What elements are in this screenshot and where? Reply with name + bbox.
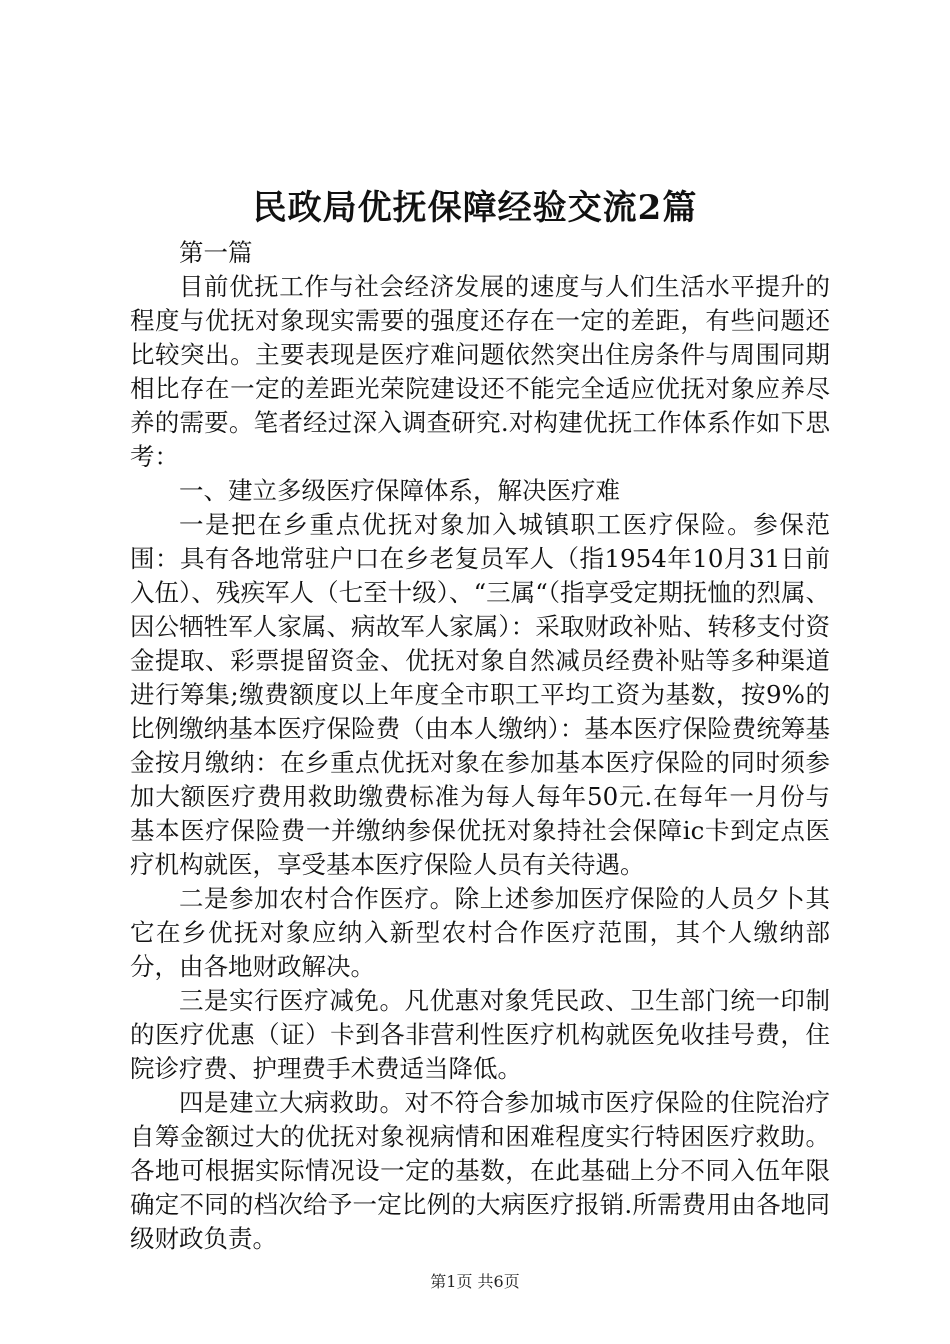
page-footer: 第1页 共6页 — [430, 1272, 520, 1291]
body-paragraph: 目前优抚工作与社会经济发展的速度与人们生活水平提升的程度与优抚对象现实需要的强度还存在一定的差距，有些问题还比较突出。主要表现是医疗难问题依然突出住房条件与周围同期相比存在一定的差距光荣院建设还不能完全适应优抚对象应养尽养的需要。笔者经过深入调查研究.对构建优抚工作体系作如下思考： — [130, 272, 830, 471]
body-paragraph: 四是建立大病救助。对不符合参加城市医疗保险的住院治疗自筹金额过大的优抚对象视病情和困难程度实行特困医疗救助。各地可根据实际情况设一定的基数，在此基础上分不同入伍年限确定不同的档次给予一定比例的大病医疗报销.所需费用由各地同级财政负责。 — [130, 1088, 830, 1253]
body-paragraph: 二是参加农村合作医疗。除上述参加医疗保险的人员夕卜其它在乡优抚对象应纳入新型农村合作医疗范围，其个人缴纳部分，由各地财政解决。 — [130, 884, 830, 981]
subsection-heading: 一、建立多级医疗保障体系，解决医疗难 — [179, 476, 620, 505]
body-paragraph: 三是实行医疗减免。凡优惠对象凭民政、卫生部门统一印制的医疗优惠（证）卡到各非营利性医疗机构就医免收挂号费，住院诊疗费、护理费手术费适当降低。 — [130, 986, 830, 1083]
section-heading: 第一篇 — [179, 238, 253, 267]
body-paragraph: 一是把在乡重点优抚对象加入城镇职工医疗保险。参保范围：具有各地常驻户口在乡老复员军人（指1954年10月31日前入伍）、残疾军人（七至十级）、“三属“（指享受定期抚恤的烈属、因公牺牲军人家属、病故军人家属）：采取财政补贴、转移支付资金提取、彩票提留资金、优抚对象自然减员经费补贴等多种渠道进行筹集;缴费额度以上年度全市职工平均工资为基数，按9%的比例缴纳基本医疗保险费（由本人缴纳）：基本医疗保险费统筹基金按月缴纳：在乡重点优抚对象在参加基本医疗保险的同时须参加大额医疗费用救助缴费标准为每人每年50元.在每年一月份与基本医疗保险费一并缴纳参保优抚对象持社会保障ic卡到定点医疗机构就医，享受基本医疗保险人员有关待遇。 — [130, 510, 830, 879]
document-title: 民政局优抚保障经验交流2篇 — [252, 188, 698, 228]
document-body — [130, 236, 830, 1256]
